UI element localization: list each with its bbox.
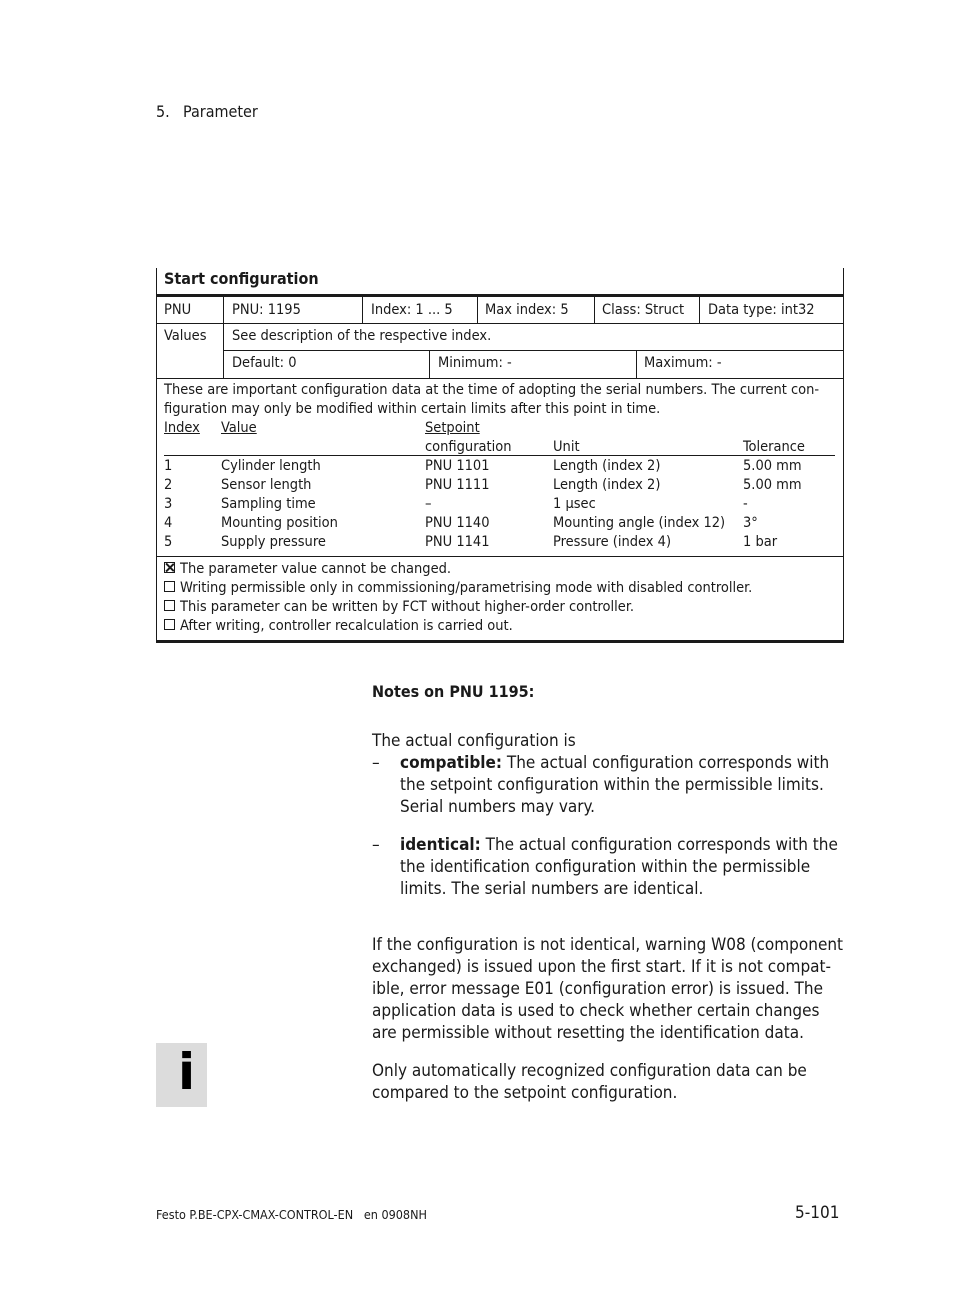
table-border-right — [843, 268, 844, 643]
table-border-left — [156, 268, 157, 643]
row-index: 2 — [164, 477, 173, 493]
row-unit: 1 µsec — [553, 496, 596, 512]
col-divider — [477, 296, 478, 323]
row-setpoint: PNU 1111 — [425, 477, 490, 493]
row-setpoint: PNU 1141 — [425, 534, 490, 550]
row-setpoint: PNU 1101 — [425, 458, 490, 474]
values-description: See description of the respective index. — [232, 328, 492, 344]
row-divider — [156, 323, 844, 324]
bullet-term: identical: — [400, 835, 481, 855]
description-line-1: These are important configuration data at the time of adopting the serial numbers. The current con- — [164, 382, 820, 398]
bullet-dash: – — [372, 835, 380, 855]
check-item — [164, 561, 451, 577]
pnu-class: Class: Struct — [602, 302, 685, 318]
section-header — [156, 102, 258, 121]
notes-title: Notes on PNU 1195: — [372, 682, 535, 701]
row-tolerance: 5.00 mm — [743, 477, 802, 493]
values-default: Default: 0 — [232, 355, 297, 371]
row-index: 4 — [164, 515, 173, 531]
row-tolerance: 3° — [743, 515, 758, 531]
description-line-2: figuration may only be modified within certain limits after this point in time. — [164, 401, 661, 417]
row-tolerance: 1 bar — [743, 534, 778, 550]
values-minimum: Minimum: - — [438, 355, 512, 371]
row-unit: Length (index 2) — [553, 477, 661, 493]
info-text: Only automatically recognized configuration data can be compared to the setpoint configuration. — [372, 1061, 807, 1103]
row-setpoint: PNU 1140 — [425, 515, 490, 531]
unchecked-box-icon — [164, 581, 175, 592]
values-label: Values — [164, 328, 207, 344]
table-bottom-rule — [156, 640, 844, 643]
section-title: Parameter — [183, 102, 258, 121]
notes-paragraph: If the configuration is not identical, warning W08 (component exchanged) is issued upon the first start. If it is not compat- ible, error message E01 (configuration error) is issued. The application data is used to check whether certain changes are permissible without resetting the identification data. — [372, 935, 844, 1043]
bullet-text: The actual configuration corresponds with the setpoint configuration within the permissible limits. Serial numbers may vary. — [400, 753, 830, 817]
col-header-setpoint-2: configuration — [425, 439, 512, 455]
col-header-setpoint: Setpoint — [425, 420, 480, 436]
bullet-dash: – — [372, 753, 380, 773]
list-item — [372, 834, 844, 900]
col-divider — [636, 350, 637, 378]
values-maximum: Maximum: - — [644, 355, 722, 371]
table-title: Start configuration — [164, 269, 319, 288]
header-rule — [164, 455, 835, 456]
row-value: Sampling time — [221, 496, 316, 512]
col-divider — [429, 350, 430, 378]
page-number: 5-101 — [795, 1203, 840, 1223]
col-divider — [223, 296, 224, 378]
col-header-unit: Unit — [553, 439, 580, 455]
row-setpoint: – — [425, 496, 432, 512]
row-tolerance: 5.00 mm — [743, 458, 802, 474]
parameter-table — [156, 268, 844, 643]
notes-intro: The actual configuration is — [372, 731, 576, 751]
unchecked-box-icon — [164, 619, 175, 630]
footer-doc-id: Festo P.BE-CPX-CMAX-CONTROL-EN en 0908NH — [156, 1207, 427, 1222]
row-value: Supply pressure — [221, 534, 326, 550]
section-number: 5. — [156, 102, 170, 121]
row-value: Sensor length — [221, 477, 312, 493]
row-tolerance: - — [743, 496, 748, 512]
col-header-tolerance: Tolerance — [743, 439, 805, 455]
unchecked-box-icon — [164, 600, 175, 611]
check-text: After writing, controller recalculation is carried out. — [180, 618, 513, 634]
col-divider — [362, 296, 363, 323]
bullet-body — [400, 752, 844, 818]
info-icon: i — [178, 1043, 196, 1101]
bullet-text: The actual configuration corresponds with the the identification configuration within the permissible limits. The serial numbers are identical. — [400, 835, 838, 899]
pnu-label: PNU — [164, 302, 192, 318]
row-value: Mounting position — [221, 515, 338, 531]
row-index: 3 — [164, 496, 173, 512]
row-value: Cylinder length — [221, 458, 321, 474]
row-index: 1 — [164, 458, 173, 474]
col-divider — [594, 296, 595, 323]
row-divider — [156, 556, 844, 557]
check-item — [164, 618, 513, 634]
row-unit: Pressure (index 4) — [553, 534, 672, 550]
pnu-max-index: Max index: 5 — [485, 302, 569, 318]
row-unit: Mounting angle (index 12) — [553, 515, 726, 531]
pnu-number: PNU: 1195 — [232, 302, 301, 318]
check-text: The parameter value cannot be changed. — [180, 561, 452, 577]
col-header-value: Value — [221, 420, 257, 436]
row-index: 5 — [164, 534, 173, 550]
table-title-rule — [156, 294, 844, 297]
bullet-term: compatible: — [400, 753, 503, 773]
pnu-index: Index: 1 ... 5 — [371, 302, 453, 318]
list-item — [372, 752, 844, 818]
pnu-data-type: Data type: int32 — [708, 302, 815, 318]
col-header-index: Index — [164, 420, 200, 436]
check-text: Writing permissible only in commissioning/parametrising mode with disabled controller. — [180, 580, 753, 596]
bullet-body — [400, 834, 844, 900]
checked-box-icon — [164, 562, 175, 573]
row-divider — [223, 350, 844, 351]
row-divider — [156, 378, 844, 379]
col-divider — [699, 296, 700, 323]
check-item — [164, 580, 752, 596]
check-text: This parameter can be written by FCT without higher-order controller. — [180, 599, 634, 615]
check-item — [164, 599, 634, 615]
row-unit: Length (index 2) — [553, 458, 661, 474]
